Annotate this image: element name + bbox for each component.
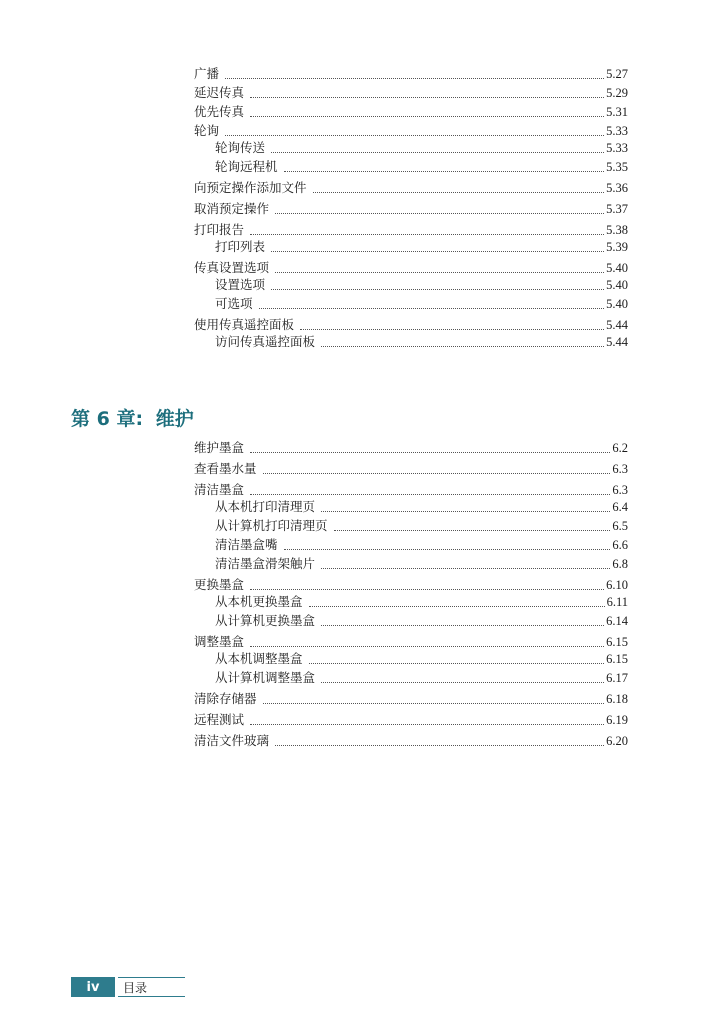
toc-entry-title: 从计算机更换墨盒: [215, 613, 316, 628]
toc-entry-page: 6.2: [612, 441, 628, 455]
toc-entry-page: 5.36: [606, 181, 628, 195]
footer-section-label: 目录: [118, 977, 185, 997]
dot-leader: [321, 558, 610, 569]
toc-entry-title: 从本机打印清理页: [215, 499, 316, 514]
toc-entry[interactable]: [194, 537, 628, 552]
toc-entry-page: 6.4: [612, 500, 628, 514]
toc-entry-page: 6.6: [612, 538, 628, 552]
toc-entry-page: 6.11: [606, 595, 628, 609]
toc-entry-title: 传真设置选项: [194, 260, 270, 275]
toc-entry-title: 延迟传真: [194, 85, 245, 100]
toc-entry[interactable]: [194, 201, 628, 216]
toc-entry[interactable]: [194, 691, 628, 706]
toc-entry-page: 5.40: [606, 278, 628, 292]
toc-entry-title: 可选项: [215, 296, 253, 311]
toc-entry[interactable]: [194, 670, 628, 685]
dot-leader: [259, 298, 605, 309]
toc-entry-title: 清洁墨盒嘴: [215, 537, 278, 552]
toc-entry[interactable]: [194, 277, 628, 292]
dot-leader: [275, 735, 604, 746]
toc-entry[interactable]: [194, 440, 628, 455]
toc-entry-page: 6.19: [606, 713, 628, 727]
toc-entry-page: 6.14: [606, 614, 628, 628]
dot-leader: [334, 520, 611, 531]
dot-leader: [250, 579, 604, 590]
toc-entry[interactable]: [194, 594, 628, 609]
chapter-title: 维护: [155, 408, 194, 430]
toc-entry[interactable]: [194, 180, 628, 195]
toc-entry-title: 清洁文件玻璃: [194, 733, 270, 748]
toc-entry[interactable]: [194, 482, 628, 497]
toc-entry[interactable]: [194, 239, 628, 254]
toc-entry-page: 5.29: [606, 86, 628, 100]
toc-entry-title: 更换墨盒: [194, 577, 245, 592]
chapter-heading: [71, 404, 194, 431]
toc-entry-title: 打印报告: [194, 222, 245, 237]
dot-leader: [250, 484, 610, 495]
toc-entry[interactable]: [194, 733, 628, 748]
dot-leader: [250, 106, 604, 117]
footer-page-number: iv: [71, 977, 115, 997]
toc-entry-page: 5.33: [606, 124, 628, 138]
toc-entry-page: 5.37: [606, 202, 628, 216]
toc-entry-title: 查看墨水量: [194, 461, 257, 476]
dot-leader: [275, 203, 604, 214]
toc-entry-page: 6.10: [606, 578, 628, 592]
dot-leader: [313, 182, 605, 193]
toc-entry-page: 6.5: [612, 519, 628, 533]
toc-entry-page: 6.17: [606, 671, 628, 685]
toc-entry-page: 5.38: [606, 223, 628, 237]
toc-entry-title: 设置选项: [215, 277, 266, 292]
dot-leader: [275, 262, 604, 273]
toc-entry-page: 5.27: [606, 67, 628, 81]
chapter-number: 第 6 章: [71, 408, 136, 430]
toc-entry[interactable]: [194, 104, 628, 119]
toc-entry[interactable]: [194, 296, 628, 311]
toc-entry-page: 6.20: [606, 734, 628, 748]
dot-leader: [300, 319, 604, 330]
toc-entry-title: 维护墨盒: [194, 440, 245, 455]
toc-entry-page: 5.35: [606, 160, 628, 174]
toc-entry-page: 6.15: [606, 635, 628, 649]
dot-leader: [250, 442, 610, 453]
toc-entry-title: 调整墨盒: [194, 634, 245, 649]
toc-entry[interactable]: [194, 518, 628, 533]
toc-entry-title: 优先传真: [194, 104, 245, 119]
toc-entry-title: 使用传真遥控面板: [194, 317, 295, 332]
toc-entry[interactable]: [194, 634, 628, 649]
toc-entry-title: 轮询远程机: [215, 159, 278, 174]
toc-entry-title: 广播: [194, 66, 220, 81]
toc-entry-title: 打印列表: [215, 239, 266, 254]
toc-entry-title: 从计算机调整墨盒: [215, 670, 316, 685]
dot-leader: [250, 224, 604, 235]
toc-entry[interactable]: [194, 123, 628, 138]
dot-leader: [321, 336, 604, 347]
toc-entry-page: 6.18: [606, 692, 628, 706]
dot-leader: [309, 653, 605, 664]
toc-entry-page: 5.44: [606, 318, 628, 332]
toc-entry-title: 远程测试: [194, 712, 245, 727]
dot-leader: [309, 596, 605, 607]
dot-leader: [321, 672, 604, 683]
dot-leader: [250, 714, 604, 725]
toc-entry-page: 6.3: [612, 483, 628, 497]
dot-leader: [271, 279, 604, 290]
dot-leader: [321, 615, 604, 626]
dot-leader: [250, 87, 604, 98]
dot-leader: [321, 501, 610, 512]
toc-entry[interactable]: [194, 85, 628, 100]
toc-entry[interactable]: [194, 159, 628, 174]
dot-leader: [284, 161, 605, 172]
toc-entry-title: 从本机更换墨盒: [215, 594, 303, 609]
toc-entry[interactable]: [194, 66, 628, 81]
toc-entry-title: 向预定操作添加文件: [194, 180, 307, 195]
toc-entry[interactable]: [194, 317, 628, 332]
toc-entry-title: 取消预定操作: [194, 201, 270, 216]
toc-entry[interactable]: [194, 577, 628, 592]
toc-entry[interactable]: [194, 712, 628, 727]
dot-leader: [225, 68, 604, 79]
toc-entry[interactable]: [194, 222, 628, 237]
toc-entry[interactable]: [194, 140, 628, 155]
dot-leader: [271, 241, 604, 252]
toc-entry-page: 6.8: [612, 557, 628, 571]
toc-entry[interactable]: [194, 334, 628, 349]
toc-entry-title: 轮询: [194, 123, 220, 138]
toc-entry-page: 5.44: [606, 335, 628, 349]
toc-entry[interactable]: [194, 461, 628, 476]
toc-entry-page: 6.3: [612, 462, 628, 476]
toc-entry-title: 轮询传送: [215, 140, 266, 155]
toc-entry-page: 5.33: [606, 141, 628, 155]
chapter-separator: :: [135, 408, 144, 430]
toc-continued-list: [194, 66, 628, 349]
toc-entry-page: 5.40: [606, 261, 628, 275]
toc-entry-page: 6.15: [606, 652, 628, 666]
dot-leader: [263, 463, 611, 474]
toc-entry[interactable]: [194, 651, 628, 666]
toc-entry[interactable]: [194, 613, 628, 628]
toc-entry-page: 5.31: [606, 105, 628, 119]
toc-entry[interactable]: [194, 556, 628, 571]
toc-entry[interactable]: [194, 499, 628, 514]
toc-entry-title: 清洁墨盒: [194, 482, 245, 497]
toc-entry-page: 5.39: [606, 240, 628, 254]
dot-leader: [250, 636, 604, 647]
toc-entry-title: 从计算机打印清理页: [215, 518, 328, 533]
toc-entry-title: 从本机调整墨盒: [215, 651, 303, 666]
toc-entry-title: 访问传真遥控面板: [215, 334, 316, 349]
chapter-toc-list: [194, 440, 628, 748]
toc-entry[interactable]: [194, 260, 628, 275]
dot-leader: [225, 125, 604, 136]
dot-leader: [263, 693, 605, 704]
toc-entry-title: 清洁墨盒滑架触片: [215, 556, 316, 571]
dot-leader: [284, 539, 611, 550]
dot-leader: [271, 142, 604, 153]
toc-entry-page: 5.40: [606, 297, 628, 311]
toc-entry-title: 清除存储器: [194, 691, 257, 706]
